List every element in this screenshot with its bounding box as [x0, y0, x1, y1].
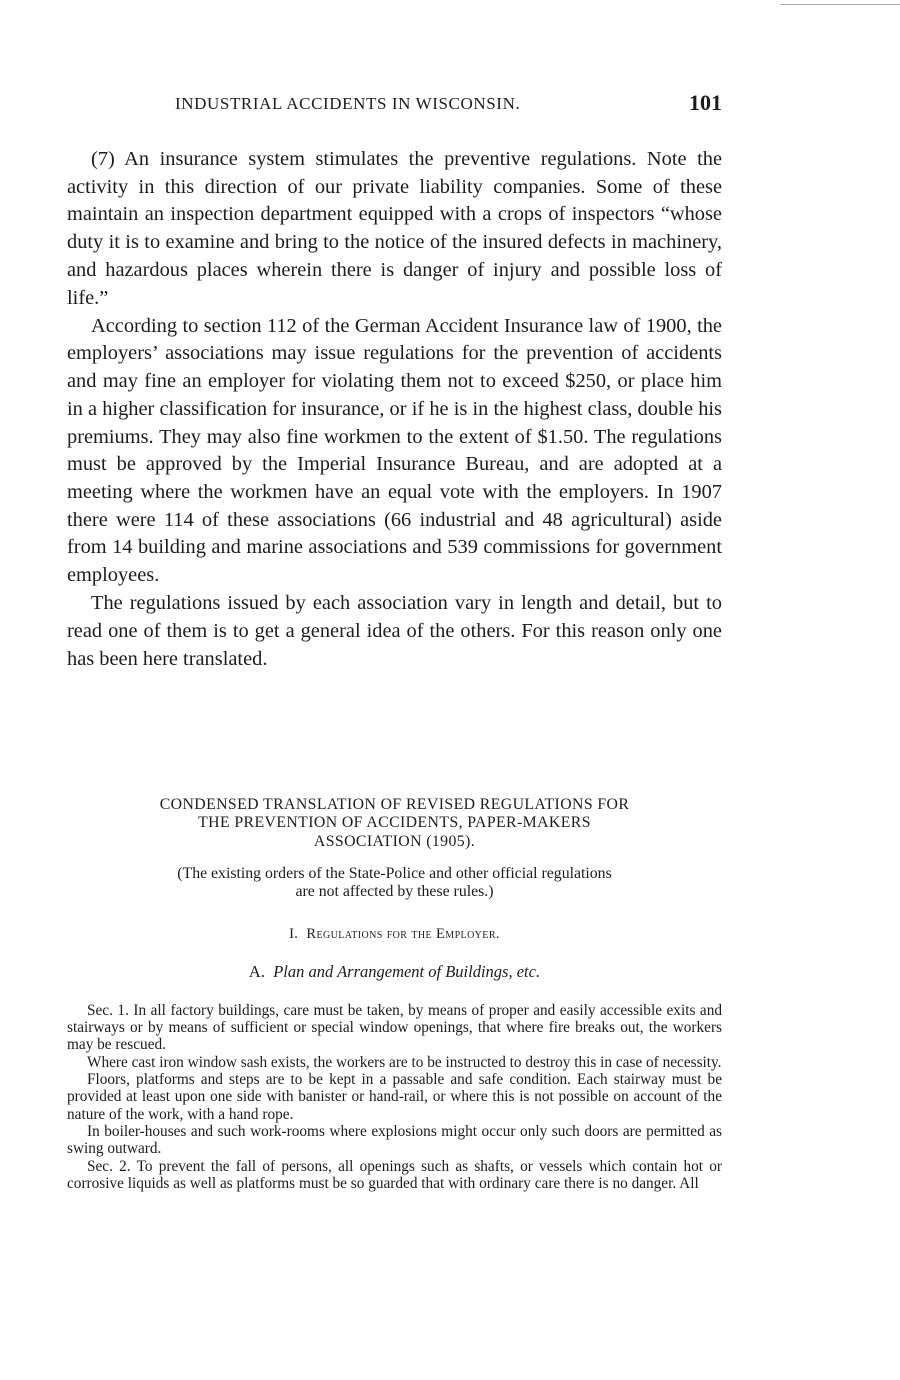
clause-list	[67, 1002, 722, 1192]
note-line: (The existing orders of the State-Police and other official regulations	[177, 864, 612, 882]
section-note	[67, 865, 722, 902]
subheading-text: Plan and Arrangement of Buildings, etc.	[273, 961, 541, 981]
clause: Floors, platforms and steps are to be kept in a passable and safe condition. Each stairway must be provided at least upon one side with banister or hand-rail, or where this is not possible on account of the nature of the work, with a hand rope.	[67, 1071, 722, 1123]
section-title-line: ASSOCIATION (1905).	[313, 832, 476, 850]
paragraph: (7) An insurance system stimulates the preventive regulations. Note the activity in this direction of our private liability companies. Some of these maintain an inspection department equipped with a crops of inspectors “whose duty it is to examine and bring to the notice of the insured defects in machinery, and hazardous places wherein there is danger of injury and possible loss of life.”	[67, 148, 722, 309]
regulations-section	[67, 796, 722, 1192]
heading-text: Regulations for the Employer.	[306, 925, 500, 942]
paragraph: According to section 112 of the German Accident Insurance law of 1900, the employers’ associations may issue regulations for the prevention of accidents and may fine an employer for violating them not to exceed $250, or place him in a higher classification for insurance, or if he is in the highest class, double his premiums. They may also fine workmen to the extent of $1.50. The regulations must be approved by the Imperial Insurance Bureau, and are adopted at a meeting where the workmen have an equal vote with the employers. In 1907 there were 114 of these associations (66 industrial and 48 agricultural) aside from 14 building and marine associations and 539 commissions for government employees.	[67, 314, 722, 587]
clause: Sec. 1. In all factory buildings, care must be taken, by means of proper and easily accessible exits and stairways or by means of sufficient or special window openings, that where fire breaks out, the workers may be rescued.	[67, 1001, 722, 1054]
section-title-line: THE PREVENTION OF ACCIDENTS, PAPER-MAKERS	[198, 814, 591, 832]
regulation-heading	[67, 926, 722, 943]
paragraph: The regulations issued by each association vary in length and detail, but to read one of them is to get a general idea of the others. For this reason only one has been here translated.	[67, 592, 722, 670]
heading-number: I.	[289, 925, 299, 942]
regulation-subheading	[67, 962, 722, 982]
page-header	[67, 90, 722, 124]
note-line: are not affected by these rules.)	[295, 883, 494, 901]
clause: Where cast iron window sash exists, the workers are to be instructed to destroy this in case of necessity.	[87, 1053, 722, 1071]
clause: Sec. 2. To prevent the fall of persons, all openings such as shafts, or vessels which contain hot or corrosive liquids as well as platforms must be so guarded that with ordinary care there is no danger. All	[67, 1157, 722, 1192]
page-number: 101	[689, 90, 722, 115]
section-title-line: CONDENSED TRANSLATION OF REVISED REGULATIONS FOR	[159, 796, 630, 813]
subheading-letter: A.	[248, 961, 265, 981]
running-title: INDUSTRIAL ACCIDENTS IN WISCONSIN.	[175, 94, 521, 113]
body-text	[67, 146, 722, 674]
section-title	[67, 796, 722, 851]
clause: In boiler-houses and such work-rooms where explosions might occur only such doors are permitted as swing outward.	[67, 1122, 722, 1158]
top-edge-line	[780, 4, 900, 5]
